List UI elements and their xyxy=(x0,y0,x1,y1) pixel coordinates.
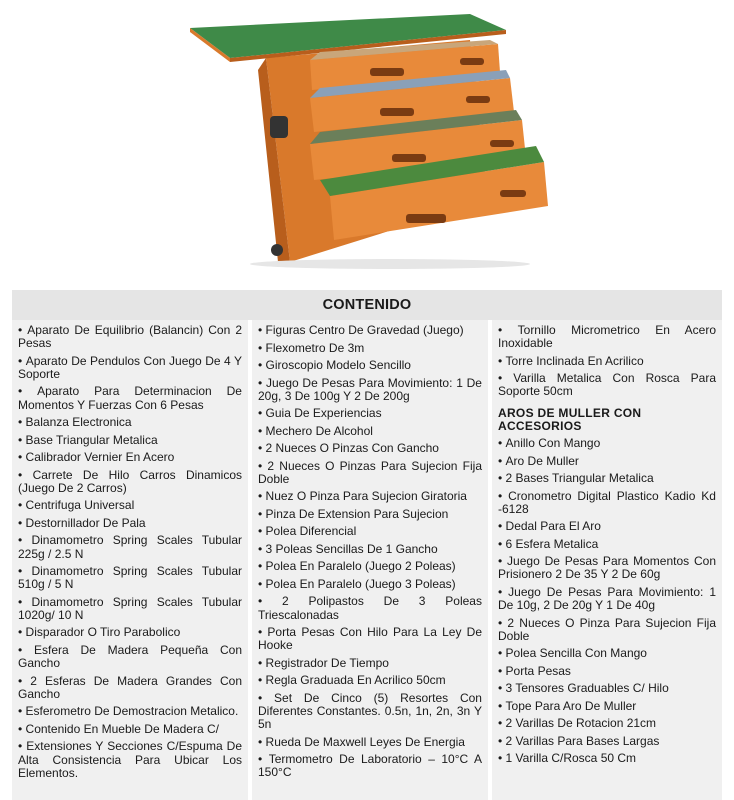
list-item: • Aparato De Equilibrio (Balancin) Con 2 Pesas xyxy=(18,324,242,350)
list-item: • Dinamometro Spring Scales Tubular 225g / 2.5 N xyxy=(18,534,242,560)
list-item: • Flexometro De 3m xyxy=(258,342,482,355)
list-item: • Polea En Paralelo (Juego 3 Poleas) xyxy=(258,578,482,591)
list-item: • Nuez O Pinza Para Sujecion Giratoria xyxy=(258,490,482,503)
list-item: • Centrifuga Universal xyxy=(18,499,242,512)
list-item: • 2 Polipastos De 3 Poleas Triescalonadas xyxy=(258,595,482,621)
list-item: • 2 Nueces O Pinza Para Sujecion Fija Doble xyxy=(498,617,716,643)
list-item: • Termometro De Laboratorio – 10°C A 150°C xyxy=(258,753,482,779)
list-item: • Destornillador De Pala xyxy=(18,517,242,530)
list-item: • Dedal Para El Aro xyxy=(498,520,716,533)
list-item: • Balanza Electronica xyxy=(18,416,242,429)
list-item: • Extensiones Y Secciones C/Espuma De Alta Consistencia Para Ubicar Los Elementos. xyxy=(18,740,242,780)
list-item: • Anillo Con Mango xyxy=(498,437,716,450)
list-item: • 2 Esferas De Madera Grandes Con Gancho xyxy=(18,675,242,701)
list-item: • 2 Nueces O Pinzas Para Sujecion Fija Doble xyxy=(258,460,482,486)
contents-panel xyxy=(12,290,722,800)
list-item: • Esfera De Madera Pequeña Con Gancho xyxy=(18,644,242,670)
list-item: • Registrador De Tiempo xyxy=(258,657,482,670)
list-item: • Rueda De Maxwell Leyes De Energia xyxy=(258,736,482,749)
list-item: • Juego De Pesas Para Momentos Con Prisionero 2 De 35 Y 2 De 60g xyxy=(498,555,716,581)
list-item: • Polea Diferencial xyxy=(258,525,482,538)
list-item: • Regla Graduada En Acrilico 50cm xyxy=(258,674,482,687)
list-item: • Set De Cinco (5) Resortes Con Diferentes Constantes. 0.5n, 1n, 2n, 3n Y 5n xyxy=(258,692,482,732)
list-item: • Cronometro Digital Plastico Kadio Kd -6128 xyxy=(498,490,716,516)
list-item: • 2 Nueces O Pinzas Con Gancho xyxy=(258,442,482,455)
list-item: • Tope Para Aro De Muller xyxy=(498,700,716,713)
contents-list-2 xyxy=(258,324,482,780)
section-subheading: AROS DE MULLER CON ACCESORIOS xyxy=(498,405,642,433)
list-item: • Polea Sencilla Con Mango xyxy=(498,647,716,660)
contents-list-1 xyxy=(18,324,242,780)
list-item: • Aro De Muller xyxy=(498,455,716,468)
list-item: • Varilla Metalica Con Rosca Para Soporte 50cm xyxy=(498,372,716,398)
list-item: • 2 Bases Triangular Metalica xyxy=(498,472,716,485)
contents-list-3-accessories xyxy=(498,437,716,766)
list-item: • Aparato De Pendulos Con Juego De 4 Y Soporte xyxy=(18,355,242,381)
contents-column-3 xyxy=(492,320,722,800)
list-item: • Tornillo Micrometrico En Acero Inoxidable xyxy=(498,324,716,350)
list-item: • Aparato Para Determinacion De Momentos Y Fuerzas Con 6 Pesas xyxy=(18,385,242,411)
list-item: • Juego De Pesas Para Movimiento: 1 De 20g, 3 De 100g Y 2 De 200g xyxy=(258,377,482,403)
list-item: • Dinamometro Spring Scales Tubular 510g / 5 N xyxy=(18,565,242,591)
contents-column-2 xyxy=(252,320,488,800)
list-item: • Esferometro De Demostracion Metalico. xyxy=(18,705,242,718)
list-item: • 1 Varilla C/Rosca 50 Cm xyxy=(498,752,716,765)
product-photo-cabinet xyxy=(170,0,570,270)
list-item: • Polea En Paralelo (Juego 2 Poleas) xyxy=(258,560,482,573)
list-item: • Torre Inclinada En Acrilico xyxy=(498,355,716,368)
list-item: • Porta Pesas Con Hilo Para La Ley De Hooke xyxy=(258,626,482,652)
list-item: • Contenido En Mueble De Madera C/ xyxy=(18,723,242,736)
list-item: • Giroscopio Modelo Sencillo xyxy=(258,359,482,372)
list-item: • Carrete De Hilo Carros Dinamicos (Juego De 2 Carros) xyxy=(18,469,242,495)
list-item: • 2 Varillas De Rotacion 21cm xyxy=(498,717,716,730)
contents-list-3 xyxy=(498,324,716,399)
list-item: • Guia De Experiencias xyxy=(258,407,482,420)
list-item: • Porta Pesas xyxy=(498,665,716,678)
list-item: • Figuras Centro De Gravedad (Juego) xyxy=(258,324,482,337)
list-item: • 2 Varillas Para Bases Largas xyxy=(498,735,716,748)
list-item: • Juego De Pesas Para Movimiento: 1 De 10g, 2 De 20g Y 1 De 40g xyxy=(498,586,716,612)
list-item: • Pinza De Extension Para Sujecion xyxy=(258,508,482,521)
list-item: • Disparador O Tiro Parabolico xyxy=(18,626,242,639)
list-item: • Base Triangular Metalica xyxy=(18,434,242,447)
list-item: • Calibrador Vernier En Acero xyxy=(18,451,242,464)
list-item: • 3 Tensores Graduables C/ Hilo xyxy=(498,682,716,695)
list-item: • Mechero De Alcohol xyxy=(258,425,482,438)
list-item: • Dinamometro Spring Scales Tubular 1020g/ 10 N xyxy=(18,596,242,622)
panel-title: CONTENIDO xyxy=(12,290,722,320)
list-item: • 3 Poleas Sencillas De 1 Gancho xyxy=(258,543,482,556)
contents-column-1 xyxy=(12,320,248,800)
list-item: • 6 Esfera Metalica xyxy=(498,538,716,551)
